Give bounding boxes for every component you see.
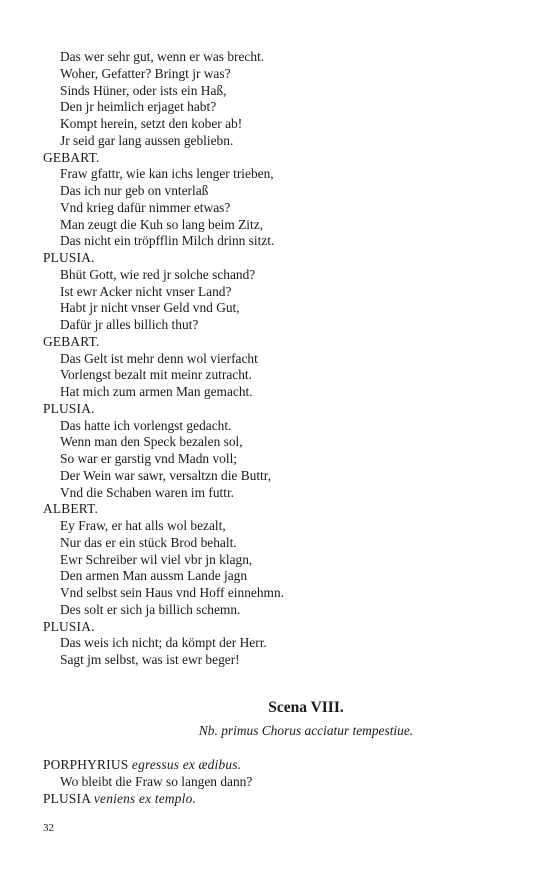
verse-line: Vorlengst bezalt mit meinr zutracht.	[60, 367, 252, 383]
verse-line: Vnd die Schaben waren im futtr.	[60, 484, 235, 500]
verse-line: Vnd selbst sein Haus vnd Hoff einnehmn.	[60, 585, 285, 600]
verse-line: So war er garstig vnd Madn voll;	[60, 451, 238, 466]
page-body	[43, 49, 513, 806]
verse-line: Wenn man den Speck bezalen sol,	[60, 434, 243, 450]
verse-line: Hat mich zum armen Man gemacht.	[60, 384, 253, 399]
verse-line: Ey Fraw, er hat alls wol bezalt,	[60, 518, 226, 533]
verse-line: Das Gelt ist mehr denn wol vierfacht	[60, 350, 258, 366]
speaker-name: PLUSIA	[43, 790, 91, 806]
verse-line: Vnd krieg dafür nimmer etwas?	[60, 199, 231, 215]
stage-direction: egressus ex ædibus.	[131, 757, 242, 772]
verse-line: Den armen Man aussm Lande jagn	[60, 568, 248, 584]
verse-line: Das wer sehr gut, wenn er was brecht.	[60, 49, 265, 64]
verse-line: Wo bleibt die Fraw so langen dann?	[60, 773, 253, 789]
dialogue-block-after-scene	[43, 757, 252, 807]
speaker-name: PORPHYRIUS	[43, 757, 129, 772]
verse-line: Dafür jr alles billich thut?	[60, 317, 199, 332]
verse-line: Fraw gfattr, wie kan ichs lenger trieben,	[60, 166, 274, 182]
verse-line: Ist ewr Acker nicht vnser Land?	[60, 283, 232, 299]
speaker-line	[43, 791, 252, 808]
speaker-name: ALBERT.	[43, 501, 99, 517]
speaker-name: GEBART.	[43, 333, 100, 349]
speaker-name: PLUSIA.	[43, 250, 95, 265]
verse-line: Kompt herein, setzt den kober ab!	[60, 116, 243, 131]
verse-line: Das ich nur geb on vnterlaß	[60, 183, 209, 198]
verse-line: Sagt jm selbst, was ist ewr beger!	[60, 652, 240, 667]
verse-line: Der Wein war sawr, versaltzn die Buttr,	[60, 467, 272, 483]
verse-line: Woher, Gefatter? Bringt jr was?	[60, 65, 231, 81]
speaker-line	[43, 757, 252, 774]
verse-line: Man zeugt die Kuh so lang beim Zitz,	[60, 216, 264, 232]
stage-direction: veniens ex templo.	[93, 790, 197, 806]
verse-line: Jr seid gar lang aussen gebliebn.	[60, 132, 234, 148]
speaker-name: PLUSIA.	[43, 400, 95, 416]
verse-line: Nur das er ein stück Brod behalt.	[60, 534, 237, 550]
verse-line: Sinds Hüner, oder ists ein Haß,	[60, 82, 227, 98]
verse-line: Den jr heimlich erjaget habt?	[60, 99, 217, 115]
speaker-name: GEBART.	[43, 149, 100, 165]
dialogue-block	[43, 49, 513, 669]
verse-line: Das hatte ich vorlengst gedacht.	[60, 417, 232, 433]
verse-line: Bhüt Gott, wie red jr solche schand?	[60, 266, 256, 282]
verse-line: Das weis ich nicht; da kömpt der Herr.	[60, 635, 267, 651]
scene-stage-note: Nb. primus Chorus acciatur tempestiue.	[198, 723, 414, 738]
speaker-name: PLUSIA.	[43, 618, 95, 634]
scene-title: Scena VIII.	[268, 699, 344, 716]
verse-line: Das nicht ein tröpfflin Milch drinn sitzt.	[60, 233, 275, 249]
verse-line: Des solt er sich ja billich schemn.	[60, 601, 241, 617]
verse-line: Habt jr nicht vnser Geld vnd Gut,	[60, 300, 240, 316]
page-number: 32	[43, 822, 54, 834]
verse-line: Ewr Schreiber wil viel vbr jn klagn,	[60, 551, 253, 567]
